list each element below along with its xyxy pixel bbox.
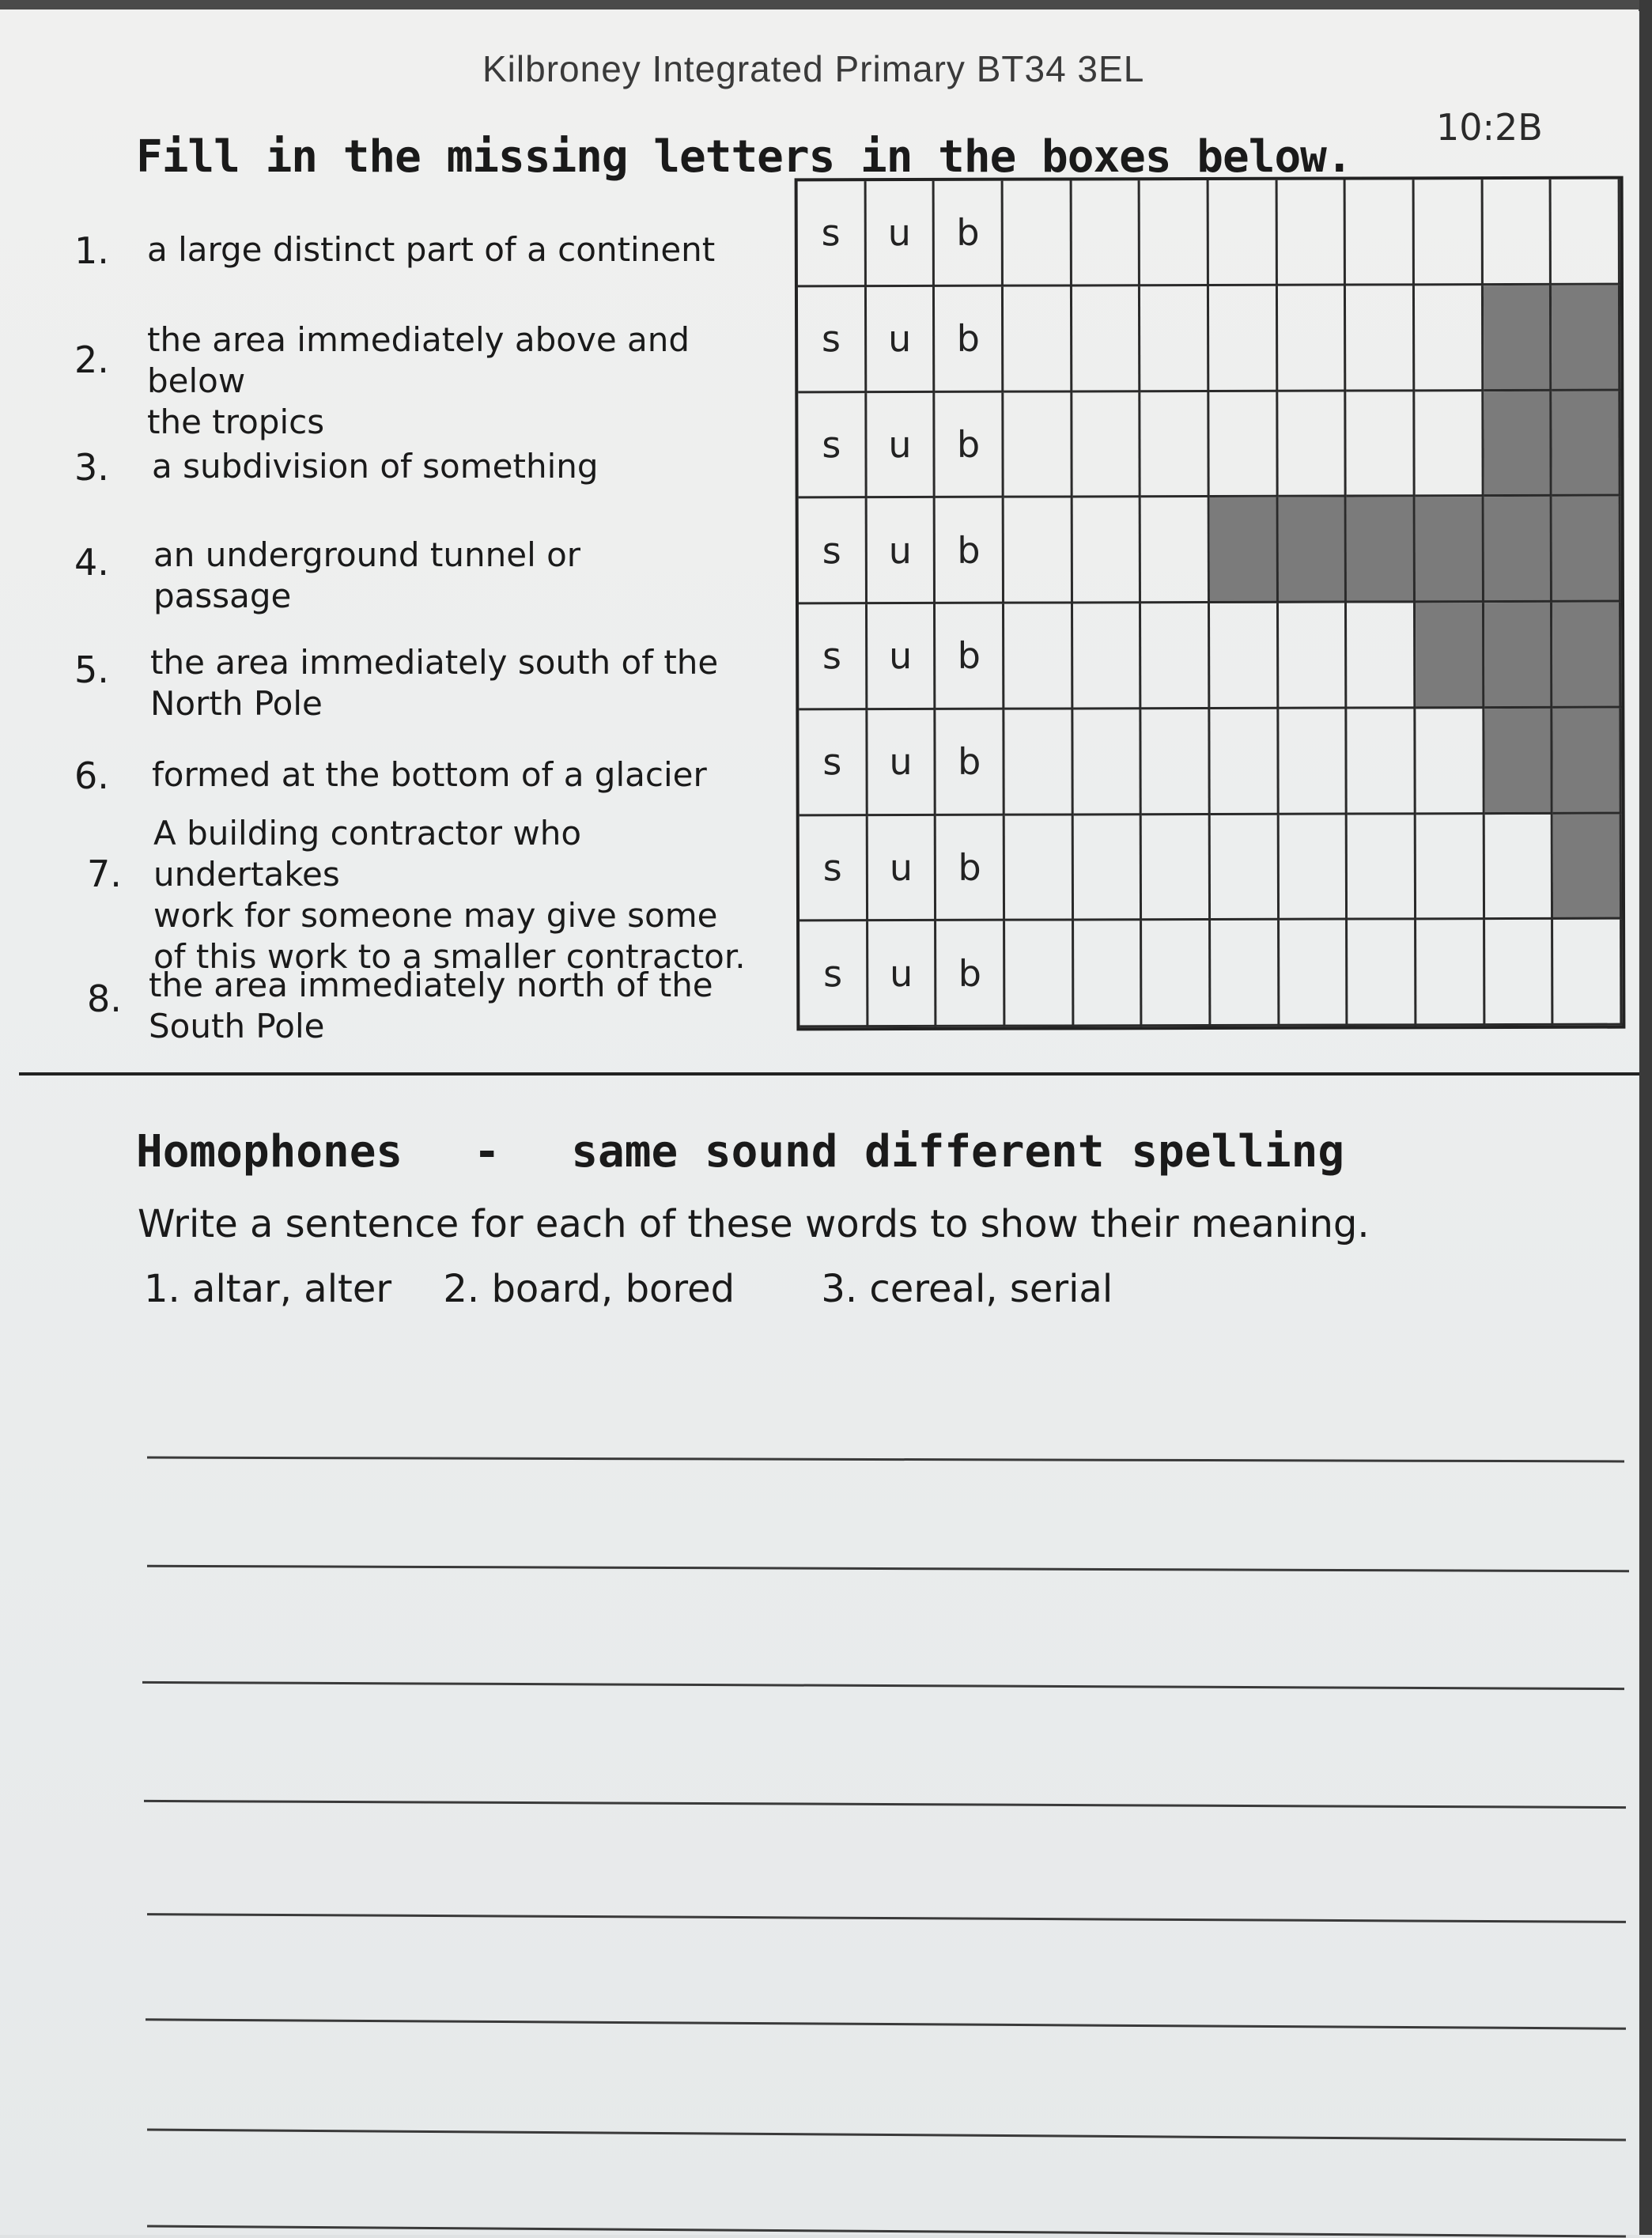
- grid-answer-cell[interactable]: [1484, 814, 1553, 920]
- grid-shaded-cell: [1484, 709, 1553, 815]
- grid-answer-cell[interactable]: [1072, 392, 1141, 498]
- grid-answer-cell[interactable]: [1072, 286, 1141, 392]
- grid-prefix-cell: u: [868, 815, 936, 921]
- grid-shaded-cell: [1552, 391, 1621, 497]
- grid-prefix-cell: u: [868, 604, 936, 710]
- grid-prefix-cell: u: [866, 181, 935, 287]
- writing-line-1[interactable]: [147, 1457, 1624, 1463]
- grid-shaded-cell: [1484, 285, 1552, 391]
- grid-answer-cell[interactable]: [1416, 815, 1485, 921]
- grid-answer-cell[interactable]: [1140, 180, 1209, 286]
- grid-answer-cell[interactable]: [1004, 709, 1073, 815]
- grid-answer-cell[interactable]: [1073, 603, 1142, 709]
- grid-answer-cell[interactable]: [1141, 603, 1210, 709]
- grid-shaded-cell: [1484, 391, 1552, 497]
- grid-shaded-cell: [1553, 814, 1622, 920]
- clue-number: 2.: [74, 338, 109, 381]
- grid-answer-cell[interactable]: [1209, 391, 1278, 497]
- grid-answer-cell[interactable]: [1004, 603, 1073, 709]
- grid-answer-cell[interactable]: [1348, 921, 1416, 1026]
- grid-answer-cell[interactable]: [1277, 180, 1346, 286]
- grid-answer-cell[interactable]: [1280, 921, 1348, 1026]
- grid-prefix-cell: u: [867, 498, 936, 604]
- grid-answer-cell[interactable]: [1005, 921, 1074, 1027]
- word-pair-3: 3. cereal, serial: [821, 1267, 1113, 1311]
- clue-text: the area immediately north of the South Pole: [149, 966, 713, 1045]
- word-grid: [795, 176, 1626, 1031]
- grid-answer-cell[interactable]: [1485, 920, 1554, 1026]
- grid-answer-cell[interactable]: [1211, 921, 1280, 1026]
- grid-answer-cell[interactable]: [1210, 709, 1279, 815]
- grid-shaded-cell: [1552, 285, 1620, 391]
- grid-prefix-cell: u: [868, 710, 936, 816]
- homophones-title: Homophones: [136, 1126, 403, 1178]
- clue-number: 6.: [74, 754, 109, 797]
- grid-answer-cell[interactable]: [1279, 603, 1348, 709]
- grid-shaded-cell: [1484, 497, 1552, 603]
- grid-answer-cell[interactable]: [1072, 497, 1141, 603]
- homophone-word-list: [144, 1267, 1113, 1311]
- clue-number: 7.: [87, 852, 122, 895]
- clue-text: an underground tunnel or passage: [153, 535, 581, 615]
- word-pair-1: 1. altar, alter: [144, 1267, 392, 1311]
- grid-shaded-cell: [1416, 603, 1484, 709]
- clue-text: formed at the bottom of a glacier: [152, 755, 707, 794]
- grid-answer-cell[interactable]: [1347, 391, 1416, 497]
- grid-answer-cell[interactable]: [1346, 180, 1415, 285]
- word-pair-2: 2. board, bored: [443, 1267, 735, 1311]
- grid-answer-cell[interactable]: [1142, 921, 1211, 1026]
- grid-prefix-cell: s: [798, 287, 867, 393]
- homophones-subtitle: same sound different spelling: [571, 1126, 1345, 1178]
- grid-answer-cell[interactable]: [1004, 286, 1072, 392]
- grid-answer-cell[interactable]: [1348, 709, 1416, 815]
- grid-prefix-cell: s: [800, 921, 868, 1027]
- grid-answer-cell[interactable]: [1209, 180, 1278, 286]
- grid-shaded-cell: [1553, 708, 1622, 814]
- grid-prefix-cell: b: [936, 815, 1005, 921]
- grid-answer-cell[interactable]: [1552, 180, 1620, 285]
- heading-dash: -: [473, 1126, 501, 1178]
- grid-answer-cell[interactable]: [1348, 815, 1416, 921]
- grid-answer-cell[interactable]: [1211, 815, 1280, 921]
- grid-answer-cell[interactable]: [1141, 392, 1210, 498]
- writing-line-6[interactable]: [146, 2018, 1626, 2029]
- grid-prefix-cell: b: [936, 921, 1005, 1027]
- grid-answer-cell[interactable]: [1415, 180, 1484, 285]
- grid-answer-cell[interactable]: [1416, 709, 1484, 815]
- grid-answer-cell[interactable]: [1279, 709, 1348, 815]
- grid-answer-cell[interactable]: [1416, 920, 1485, 1026]
- grid-prefix-cell: s: [799, 604, 868, 710]
- grid-prefix-cell: b: [936, 498, 1004, 604]
- writing-line-7[interactable]: [147, 2128, 1626, 2141]
- grid-answer-cell[interactable]: [1004, 392, 1072, 498]
- grid-prefix-cell: b: [936, 709, 1005, 815]
- grid-answer-cell[interactable]: [1072, 180, 1140, 286]
- writing-line-5[interactable]: [147, 1913, 1626, 1923]
- grid-answer-cell[interactable]: [1142, 815, 1211, 921]
- grid-answer-cell[interactable]: [1278, 391, 1347, 497]
- clue-text: a subdivision of something: [152, 447, 599, 486]
- writing-line-4[interactable]: [144, 1800, 1626, 1809]
- grid-prefix-cell: b: [935, 286, 1004, 392]
- grid-answer-cell[interactable]: [1140, 286, 1209, 392]
- grid-answer-cell[interactable]: [1073, 709, 1142, 815]
- clue-number: 8.: [87, 977, 122, 1020]
- grid-prefix-cell: s: [799, 498, 868, 604]
- writing-line-2[interactable]: [147, 1565, 1629, 1573]
- grid-shaded-cell: [1552, 603, 1621, 709]
- grid-shaded-cell: [1347, 497, 1416, 603]
- grid-prefix-cell: s: [799, 710, 868, 816]
- grid-prefix-cell: s: [800, 816, 868, 922]
- grid-prefix-cell: u: [867, 287, 936, 393]
- grid-shaded-cell: [1278, 497, 1347, 603]
- grid-shaded-cell: [1552, 497, 1621, 603]
- grid-answer-cell[interactable]: [1074, 921, 1143, 1026]
- clue-text: A building contractor who undertakes work for someone may give some of this work to a smaller contractor.: [153, 814, 746, 976]
- grid-answer-cell[interactable]: [1005, 815, 1074, 921]
- grid-prefix-cell: b: [935, 181, 1004, 287]
- school-name: Kilbroney Integrated Primary BT34 3EL: [482, 48, 1145, 89]
- clue-text: a large distinct part of a continent: [147, 230, 716, 269]
- scan-right-edge: [1639, 0, 1652, 2235]
- grid-answer-cell[interactable]: [1415, 391, 1484, 497]
- homophones-instruction: Write a sentence for each of these words to show their meaning.: [138, 1202, 1370, 1246]
- clue-text: the area immediately south of the North Pole: [150, 643, 719, 723]
- writing-line-8[interactable]: [147, 2225, 1626, 2237]
- grid-answer-cell[interactable]: [1209, 286, 1278, 392]
- grid-answer-cell[interactable]: [1279, 815, 1348, 921]
- grid-answer-cell[interactable]: [1142, 709, 1211, 815]
- clue-text: the area immediately above and below the tropics: [147, 320, 690, 441]
- grid-prefix-cell: b: [936, 392, 1004, 498]
- grid-answer-cell[interactable]: [1073, 815, 1142, 921]
- grid-prefix-cell: s: [798, 181, 867, 287]
- grid-answer-cell[interactable]: [1415, 285, 1484, 391]
- grid-answer-cell[interactable]: [1553, 920, 1622, 1026]
- grid-answer-cell[interactable]: [1346, 285, 1415, 391]
- clue-number: 3.: [74, 446, 109, 489]
- worksheet-page: [0, 9, 1639, 2235]
- grid-prefix-cell: u: [868, 921, 937, 1027]
- grid-shaded-cell: [1484, 603, 1553, 709]
- grid-shaded-cell: [1210, 497, 1279, 603]
- clue-number: 5.: [74, 648, 109, 691]
- grid-answer-cell[interactable]: [1347, 603, 1416, 709]
- puzzle-instruction: Fill in the missing letters in the boxes below.: [136, 131, 1352, 183]
- grid-answer-cell[interactable]: [1483, 180, 1552, 285]
- grid-shaded-cell: [1416, 497, 1484, 603]
- grid-prefix-cell: b: [936, 604, 1004, 710]
- grid-answer-cell[interactable]: [1210, 603, 1279, 709]
- grid-answer-cell[interactable]: [1004, 498, 1073, 604]
- grid-prefix-cell: s: [798, 393, 867, 499]
- clue-number: 4.: [74, 541, 109, 584]
- page-code: 10:2B: [1436, 106, 1543, 149]
- grid-answer-cell[interactable]: [1278, 285, 1347, 391]
- writing-line-3[interactable]: [142, 1681, 1624, 1690]
- grid-answer-cell[interactable]: [1141, 497, 1210, 603]
- grid-prefix-cell: u: [867, 392, 936, 498]
- homophones-heading: [136, 1126, 1344, 1178]
- section-divider: [19, 1072, 1648, 1076]
- clue-number: 1.: [74, 229, 109, 272]
- grid-answer-cell[interactable]: [1004, 180, 1072, 286]
